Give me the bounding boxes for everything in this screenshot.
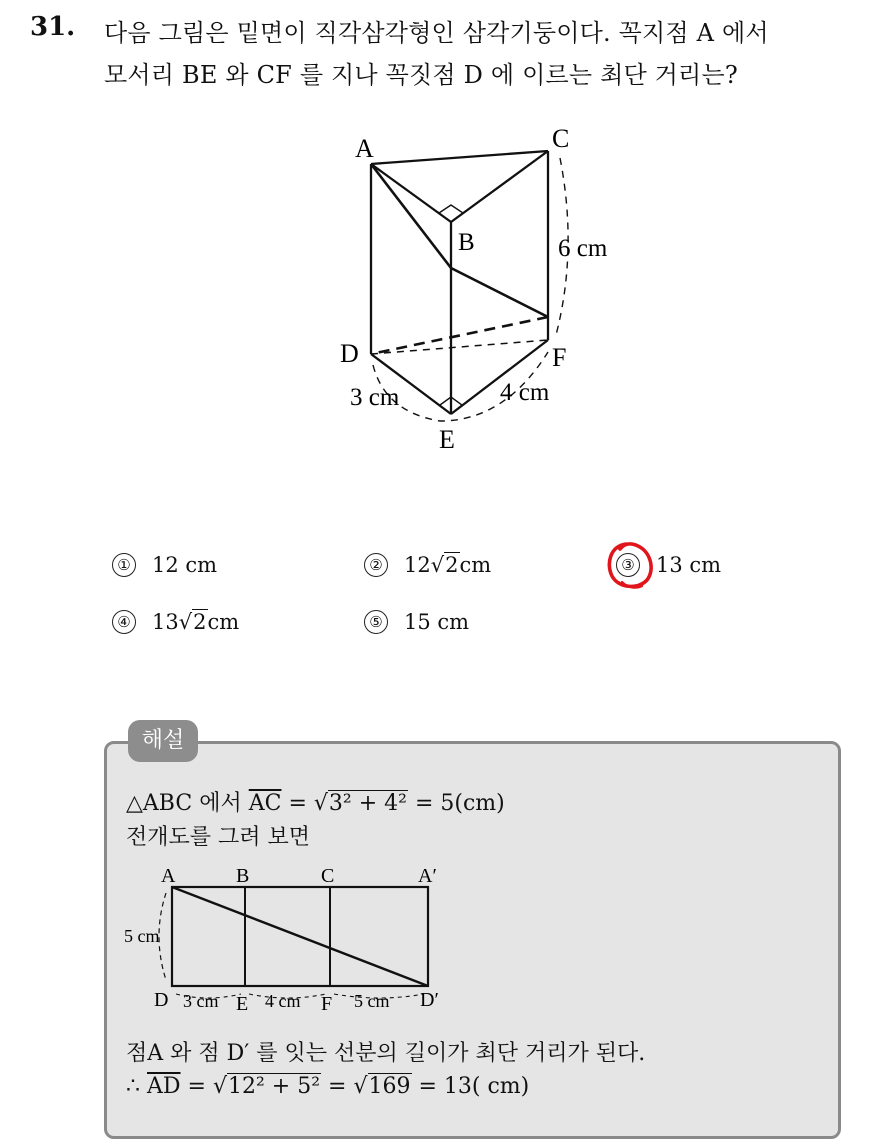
question-text-line-2: 모서리 BE 와 CF 를 지나 꼭짓점 D 에 이르는 최단 거리는?	[104, 61, 738, 89]
right-angle-mark-B	[439, 205, 463, 222]
net-label-D-prime: D′	[420, 989, 439, 1011]
label-D: D	[340, 339, 359, 368]
net-label-D: D	[154, 989, 169, 1011]
therefore-symbol: ∴	[126, 1074, 147, 1099]
radicand: 169	[368, 1074, 411, 1099]
label-DE-length: 3 cm	[350, 384, 400, 411]
choice-text: 15 cm	[404, 610, 470, 634]
label-E: E	[439, 425, 455, 454]
net-label-C: C	[321, 865, 335, 887]
choice-number: ③	[616, 553, 640, 577]
net-height-arc	[159, 893, 166, 980]
solution-line-4	[126, 1074, 529, 1099]
label-height: 6 cm	[558, 235, 608, 262]
segment-AC: $\overline{AC}$	[248, 791, 282, 816]
solution-tag: 해설	[128, 720, 198, 762]
label-C: C	[552, 125, 570, 153]
choice-4[interactable]	[112, 610, 239, 634]
label-A: A	[355, 134, 374, 163]
choice-unit: cm	[459, 553, 492, 577]
equals: =	[281, 791, 314, 816]
question-text-line-1: 다음 그림은 밑면이 직각삼각형인 삼각기둥이다. 꼭지점 A 에서	[104, 19, 769, 47]
prism-edges	[371, 151, 548, 414]
shortest-path	[371, 164, 548, 354]
choice-number: ①	[112, 553, 136, 577]
segment-AD: $\overline{AD}$	[147, 1074, 181, 1099]
radicand: 2	[193, 610, 207, 634]
label-F: F	[552, 343, 567, 372]
choice-1[interactable]	[112, 553, 217, 577]
net-diagonal-AD	[172, 887, 428, 986]
solution-line-1	[126, 786, 505, 817]
edge-DF-hidden	[371, 340, 548, 354]
sqrt-symbol: √169	[353, 1074, 411, 1099]
choice-text: 13	[152, 610, 179, 634]
result: = 5(cm)	[407, 791, 505, 816]
result: = 13( cm)	[411, 1074, 530, 1099]
sqrt-symbol: √12² + 5²	[212, 1074, 321, 1099]
choice-number: ⑤	[364, 610, 388, 634]
equals: =	[180, 1074, 213, 1099]
choice-5[interactable]	[364, 610, 469, 634]
net-label-A: A	[161, 865, 176, 887]
radicand: 2	[445, 553, 459, 577]
net-label-B: B	[236, 865, 250, 887]
radicand: 3² + 4²	[328, 791, 407, 816]
edge-AB	[371, 164, 451, 222]
sqrt-symbol: √2	[178, 610, 207, 634]
sqrt-symbol: √2	[430, 553, 459, 577]
radicand: 12² + 5²	[227, 1074, 321, 1099]
net-label-A-prime: A′	[418, 865, 437, 887]
sqrt-symbol: √3² + 4²	[313, 791, 407, 816]
solution-line-3: 점A 와 점 D′ 를 잇는 선분의 길이가 최단 거리가 된다.	[126, 1041, 646, 1066]
question-number: 31.	[30, 12, 76, 42]
label-B: B	[458, 229, 475, 256]
net-de-label: 3 cm	[183, 991, 219, 1011]
equals: =	[321, 1074, 354, 1099]
solution-text: △ABC 에서	[126, 791, 249, 816]
choice-number: ④	[112, 610, 136, 634]
choice-text: 13 cm	[656, 553, 722, 577]
net-label-F: F	[321, 993, 333, 1015]
edge-BC	[451, 151, 548, 222]
net-ef-label: 4 cm	[265, 991, 301, 1011]
answer-mark-circle	[602, 538, 660, 594]
edge-AC	[371, 151, 548, 164]
choice-text: 12	[404, 553, 431, 577]
net-height-label: 5 cm	[124, 926, 160, 946]
choice-2[interactable]	[364, 553, 491, 577]
label-EF-length: 4 cm	[500, 379, 550, 406]
net-label-E: E	[236, 993, 249, 1015]
solution-line-2: 전개도를 그려 보면	[126, 825, 311, 850]
choice-number: ②	[364, 553, 388, 577]
net-diagram	[118, 860, 448, 1020]
choice-unit: cm	[207, 610, 240, 634]
prism-figure	[330, 125, 640, 465]
choice-text: 12 cm	[152, 553, 218, 577]
net-fd-label: 5 cm	[354, 991, 390, 1011]
